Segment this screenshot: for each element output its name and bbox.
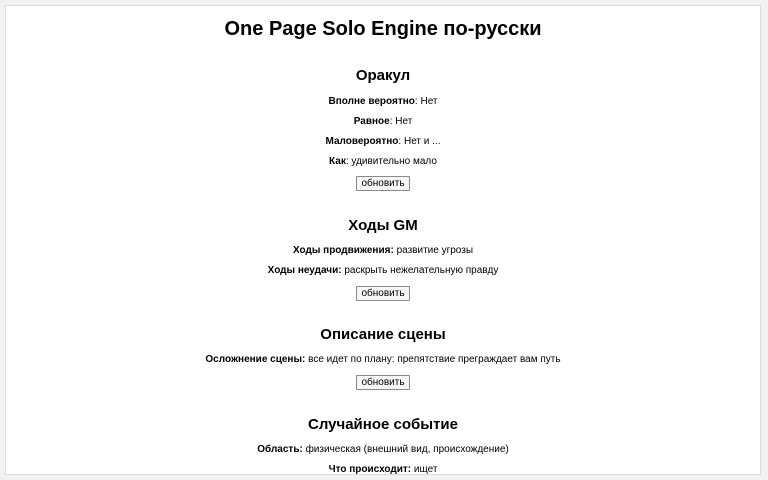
scene-row-complication [6,354,760,366]
gm-moves-row-failure [6,265,760,277]
gm-moves-refresh-button[interactable]: обновить [356,286,409,301]
gm-moves-button-wrap [6,285,760,301]
scene-title: Описание сцены [320,326,446,343]
oracle-row-even: Равное: Нет [353,116,413,127]
random-event-title: Случайное событие [308,416,458,433]
row-label: Как [329,156,346,167]
row-value: все идет по плану: препятствие преграждает вам путь [308,354,561,365]
row-label: Равное [353,116,390,127]
row-value: раскрыть нежелательную правду [344,265,499,276]
oracle-title: Оракул [355,67,411,84]
oracle-row-unlikely: Маловероятно: Нет и ... [325,136,441,147]
scene-button-wrap [6,374,760,390]
random-event-section [6,416,760,475]
row-value: ищет [413,464,438,475]
row-value: развитие угрозы [396,245,474,256]
scene-refresh-button[interactable]: обновить [356,375,409,390]
page-title: One Page Solo Engine по-русски [224,18,542,40]
scene-section [6,326,760,390]
row-value: физическая (внешний вид, происхождение) [305,444,509,455]
page [5,5,761,475]
oracle-row-how: Как: удивительно мало [329,156,437,167]
gm-moves-section [6,217,760,301]
random-event-row-area [6,444,760,456]
row-label: Ходы продвижения: [292,245,394,256]
row-label: Маловероятно [325,136,399,147]
random-event-row-what [6,464,760,475]
row-label: Вполне вероятно [328,96,415,107]
row-value: Нет [395,116,413,127]
row-value: удивительно мало [351,156,437,167]
oracle-button-wrap [6,175,760,191]
oracle-refresh-button[interactable]: обновить [356,176,409,191]
row-label: Область: [257,444,303,455]
row-label: Осложнение сцены: [205,354,306,365]
gm-moves-title: Ходы GM [348,217,418,234]
oracle-section [6,67,760,191]
gm-moves-row-pacing [6,245,760,257]
row-label: Ходы неудачи: [267,265,342,276]
row-value: Нет и ... [403,136,441,147]
row-label: Что происходит: [328,464,412,475]
row-value: Нет [420,96,438,107]
oracle-row-likely: Вполне вероятно: Нет [328,96,438,107]
